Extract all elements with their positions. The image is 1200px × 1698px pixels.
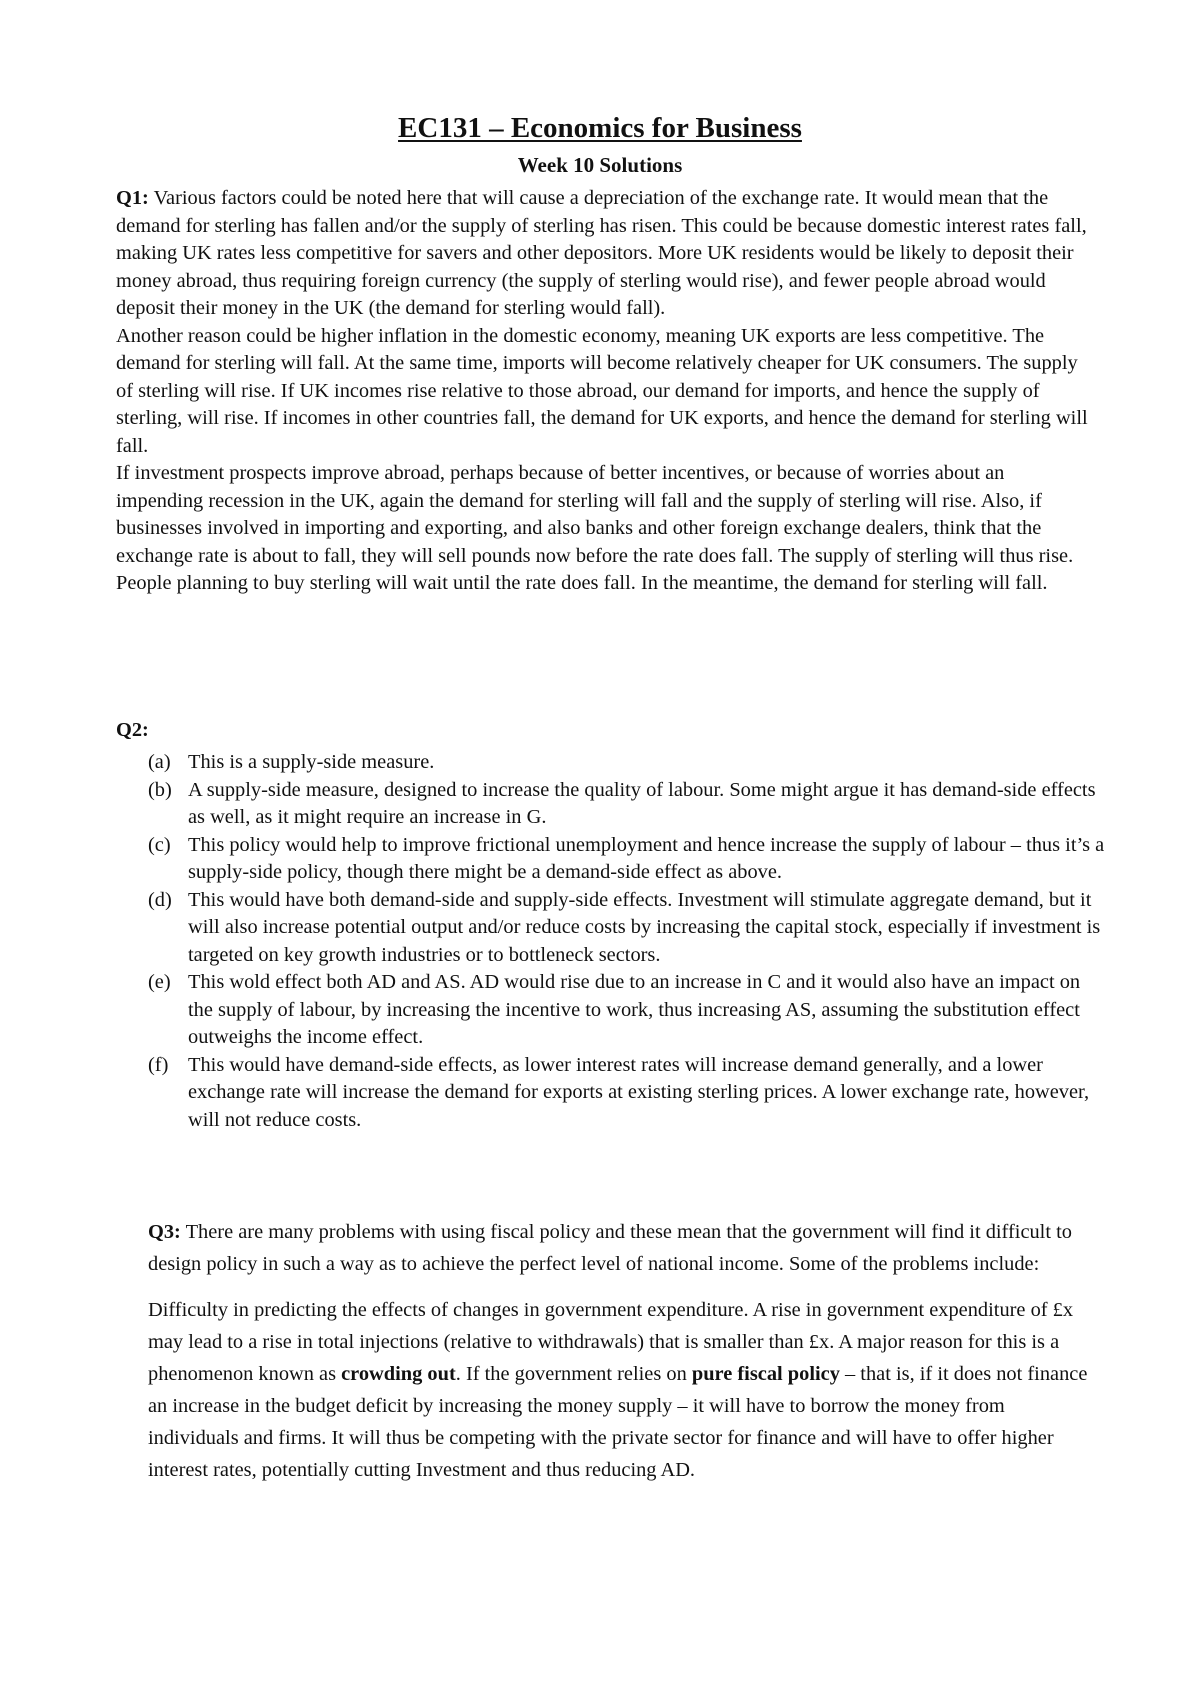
q1-paragraph-1-text: Various factors could be noted here that will cause a depreciation of the exchange rate. It would mean that the demand for sterling has fallen and/or the supply of sterling has risen. This could be because domestic interest rates fall, making UK rates less competitive for savers and other depositors. More UK residents would be likely to deposit their money abroad, thus requiring foreign currency (the supply of sterling would rise), and fewer people abroad would deposit their money in the UK (the demand for sterling would fall).	[116, 187, 1087, 319]
list-item-marker: (f)	[148, 1053, 169, 1076]
list-item-marker: (b)	[148, 778, 172, 801]
q3-label: Q3:	[148, 1221, 181, 1243]
q3-text-part-3: – that is, if it does not finance an increase in the budget deficit by increasing the money supply – it will have to borrow the money from individuals and firms. It will thus be competing with the private sector for finance and will have to offer higher interest rates, potentially cutting Investment and thus reducing AD.	[148, 1363, 1088, 1481]
q2-answer-list	[148, 749, 1108, 1134]
q3-text-part-1: Difficulty in predicting the effects of changes in government expenditure. A rise in government expenditure of £x may lead to a rise in total injections (relative to withdrawals) that is smaller than £x. A major reason for this is a phenomenon known as	[148, 1299, 1074, 1385]
list-item	[148, 777, 1108, 832]
q2-label: Q2:	[116, 719, 149, 741]
list-item-marker: (d)	[148, 888, 172, 911]
list-item	[148, 1052, 1108, 1135]
list-item-text: This wold effect both AD and AS. AD would rise due to an increase in C and it would also have an impact on the supply of labour, by increasing the incentive to work, thus increasing AS, assuming the substitution effect outweighs the income effect.	[188, 971, 1081, 1048]
q3-intro-text: There are many problems with using fiscal policy and these mean that the government will find it difficult to design policy in such a way as to achieve the perfect level of national income. Some of the problems include:	[148, 1221, 1072, 1275]
q1-paragraph-1	[116, 185, 1096, 323]
list-item-text: This is a supply-side measure.	[188, 751, 435, 773]
list-item-marker: (c)	[148, 833, 171, 856]
q3-text-part-2: . If the government relies on	[455, 1363, 692, 1385]
document-title: EC131 – Economics for Business	[398, 112, 802, 144]
crowding-out-term: crowding out	[341, 1363, 456, 1385]
list-item	[148, 969, 1108, 1052]
list-item-text: This would have demand-side effects, as lower interest rates will increase demand generally, and a lower exchange rate will increase the demand for exports at existing sterling prices. A lower exchange rate, however, will not reduce costs.	[188, 1053, 1090, 1131]
list-item-marker: (e)	[148, 971, 171, 993]
q1-label: Q1:	[116, 187, 149, 209]
document-subtitle: Week 10 Solutions	[517, 153, 683, 177]
q1-paragraph-3: If investment prospects improve abroad, perhaps because of better incentives, or because of worries about an impending recession in the UK, again the demand for sterling will fall and the supply of sterling will rise. Also, if businesses involved in importing and exporting, and also banks and other foreign exchange dealers, think that the exchange rate is about to fall, they will sell pounds now before the rate does fall. The supply of sterling will thus rise. People planning to buy sterling will wait until the rate does fall. In the meantime, the demand for sterling will fall.	[116, 462, 1074, 594]
list-item	[148, 832, 1108, 887]
question-3-section	[148, 1216, 1098, 1486]
q3-paragraph-1	[148, 1216, 1098, 1280]
pure-fiscal-policy-term: pure fiscal policy	[691, 1363, 840, 1385]
list-item-text: A supply-side measure, designed to increase the quality of labour. Some might argue it has demand-side effects as well, as it might require an increase in G.	[188, 778, 1096, 828]
question-1-section	[116, 185, 1096, 598]
list-item	[148, 749, 1108, 777]
list-item-text: This would have both demand-side and supply-side effects. Investment will stimulate aggregate demand, but it will also increase potential output and/or reduce costs by increasing the capital stock, especially if investment is targeted on key growth industries or to bottleneck sectors.	[188, 888, 1101, 966]
q3-paragraph-2	[148, 1294, 1098, 1486]
list-item-text: This policy would help to improve frictional unemployment and hence increase the supply of labour – thus it’s a supply-side policy, though there might be a demand-side effect as above.	[188, 833, 1105, 883]
list-item-marker: (a)	[148, 751, 171, 773]
list-item	[148, 887, 1108, 970]
q1-paragraph-2: Another reason could be higher inflation in the domestic economy, meaning UK exports are less competitive. The demand for sterling will fall. At the same time, imports will become relatively cheaper for UK consumers. The supply of sterling will rise. If UK incomes rise relative to those abroad, our demand for imports, and hence the supply of sterling, will rise. If incomes in other countries fall, the demand for UK exports, and hence the demand for sterling will fall.	[116, 324, 1088, 457]
